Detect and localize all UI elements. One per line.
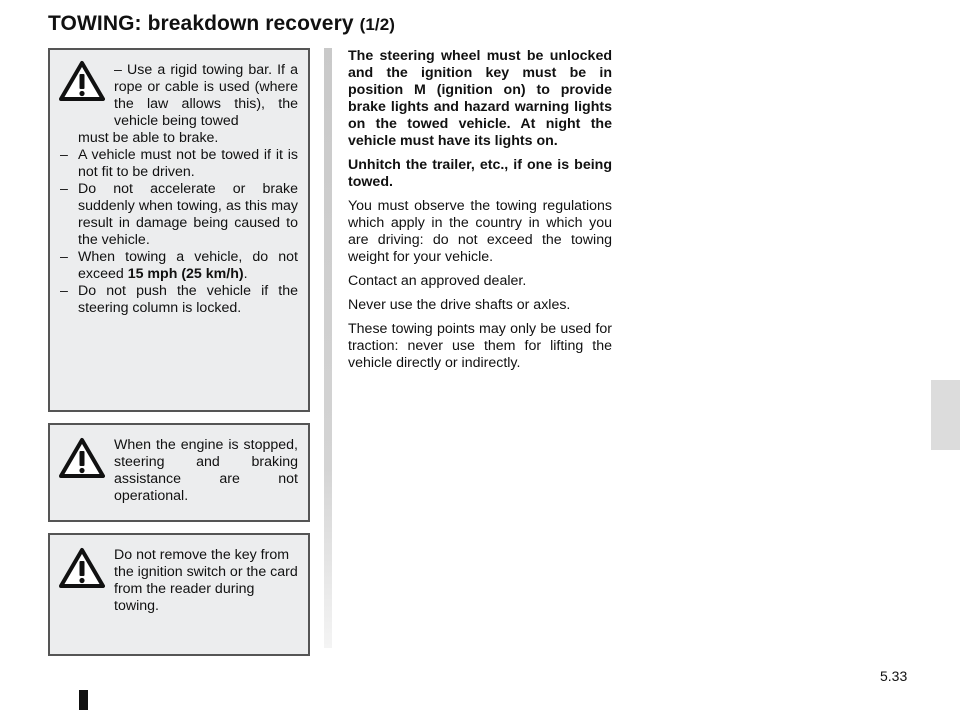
column-divider: [324, 48, 332, 648]
warning-box-towing-rules: [48, 48, 310, 412]
page-number: 5.33: [880, 668, 908, 684]
page-part-label: (1/2): [359, 15, 396, 34]
warning-box-ignition-key: [48, 533, 310, 656]
warning-text: When the engine is stopped, steering and braking assistance are not operational.: [114, 437, 298, 504]
warning-bullet-text: When towing a vehicle, do not exceed: [78, 249, 298, 282]
warning-lead-tail: must be able to brake.: [78, 130, 219, 146]
page-title: [48, 12, 395, 36]
warning-bullet-list: [50, 147, 308, 317]
warning-bullet: – Do not push the vehicle if the steering column is locked.: [78, 283, 298, 317]
main-text-column: [348, 48, 612, 379]
instruction-paragraph: Unhitch the trailer, etc., if one is being towed.: [348, 157, 612, 190]
warning-bullet-end: .: [243, 266, 248, 282]
warning-text: Do not remove the key from the ignition switch or the card from the reader during towing.: [114, 547, 298, 614]
page-title-text: TOWING: breakdown recovery: [48, 12, 354, 35]
section-side-tab: [931, 380, 960, 450]
warning-bullet: – Do not accelerate or brake suddenly when towing, as this may result in damage being caused to the vehicle.: [78, 181, 298, 249]
warning-triangle-icon: [59, 60, 105, 102]
warning-box-engine-stopped: [48, 423, 310, 522]
speed-limit-value: 15 mph (25 km/h): [127, 266, 244, 282]
warning-lead-text: – Use a rigid towing bar. If a rope or cable is used (where the law allows this), the vehicle being towed: [114, 62, 298, 129]
warning-bullet: [78, 249, 298, 283]
crop-mark: [79, 690, 88, 710]
warning-bullet: – A vehicle must not be towed if it is not fit to be driven.: [78, 147, 298, 181]
warning-triangle-icon: [59, 547, 105, 589]
instruction-paragraph: You must observe the towing regulations which apply in the country in which you are driving: do not exceed the towing weight for your vehicle.: [348, 198, 612, 265]
instruction-paragraph: Never use the drive shafts or axles.: [348, 297, 571, 313]
warning-triangle-icon: [59, 437, 105, 479]
instruction-paragraph: These towing points may only be used for traction: never use them for lifting the vehicle directly or indirectly.: [348, 321, 612, 371]
instruction-paragraph: Contact an approved dealer.: [348, 273, 527, 289]
instruction-paragraph: The steering wheel must be unlocked and the ignition key must be in position M (ignition on) to provide brake lights and hazard warning lights on the towed vehicle. At night the vehicle must have its lights on.: [348, 48, 612, 149]
